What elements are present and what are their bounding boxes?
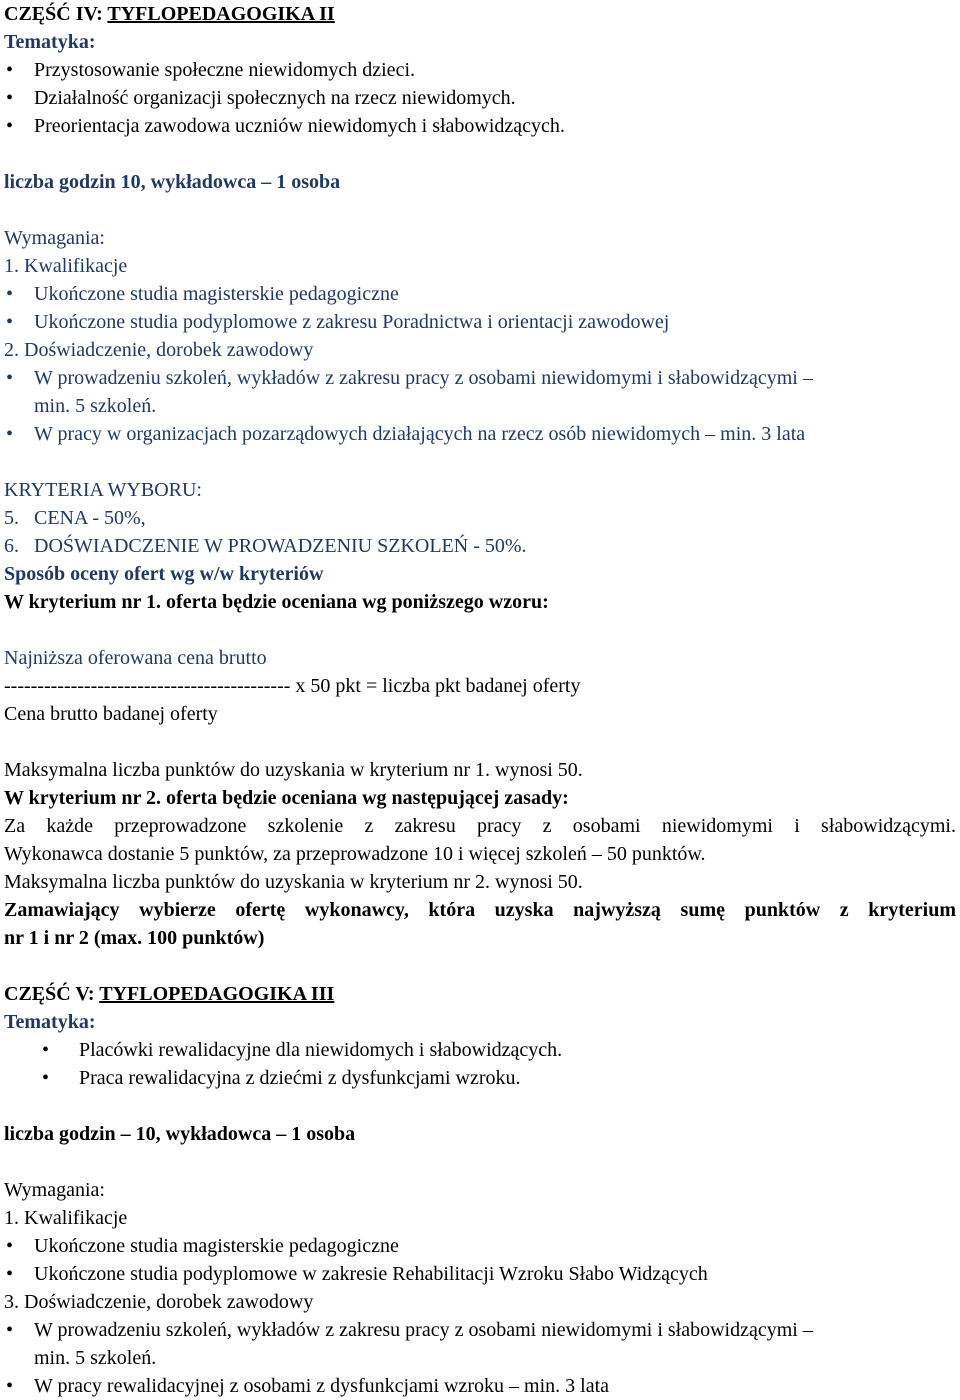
part4-qualification-item: • Ukończone studia magisterskie pedagogiczne — [4, 280, 956, 308]
criterion1-heading: W kryterium nr 1. oferta będzie oceniana wg poniższego wzoru: — [4, 591, 549, 613]
criterion1-max-points: Maksymalna liczba punktów do uzyskania w kryterium nr 1. wynosi 50. — [4, 759, 583, 781]
part5-topic-item: • Praca rewalidacyjna z dziećmi z dysfunkcjami wzroku. — [4, 1064, 956, 1092]
part4-experience-item: • W pracy w organizacjach pozarządowych działających na rzecz osób niewidomych – min. 3 lata — [4, 420, 956, 448]
part5-experience-heading: 3. Doświadczenie, dorobek zawodowy — [4, 1291, 314, 1313]
part5-qualification-item: • Ukończone studia magisterskie pedagogiczne — [4, 1232, 956, 1260]
part4-qualifications-heading: 1. Kwalifikacje — [4, 255, 128, 277]
part4-heading-title: TYFLOPEDAGOGIKA II — [107, 3, 335, 25]
part4-hours: liczba godzin 10, wykładowca – 1 osoba — [4, 171, 341, 193]
part4-topics-label: Tematyka: — [4, 31, 96, 53]
formula-denominator: Cena brutto badanej oferty — [4, 703, 218, 725]
part5-heading-prefix: CZĘŚĆ V: — [4, 983, 100, 1005]
part5-requirements-label: Wymagania: — [4, 1179, 105, 1201]
part4-experience-heading: 2. Doświadczenie, dorobek zawodowy — [4, 339, 314, 361]
part5-experience-item-cont: min. 5 szkoleń. — [34, 1347, 157, 1369]
summary-line1: Zamawiający wybierze ofertę wykonawcy, która uzyska najwyższą sumę punktów z kryterium — [4, 899, 956, 921]
criterion2-max-points: Maksymalna liczba punktów do uzyskania w kryterium nr 2. wynosi 50. — [4, 871, 583, 893]
part4-experience-item-cont: min. 5 szkoleń. — [34, 395, 157, 417]
formula-numerator: Najniższa oferowana cena brutto — [4, 647, 267, 669]
part5-heading — [4, 980, 956, 1008]
criterion2-rule-line1: Za każde przeprowadzone szkolenie z zakresu pracy z osobami niewidomymi i słabowidzącymi. — [4, 815, 956, 837]
formula-fraction-line: ------------------------------------------- x 50 pkt = liczba pkt badanej oferty — [4, 675, 581, 697]
part5-qualification-item: • Ukończone studia podyplomowe w zakresie Rehabilitacji Wzroku Słabo Widzących — [4, 1260, 956, 1288]
part4-requirements-label: Wymagania: — [4, 227, 105, 249]
part5-experience-item: • W pracy rewalidacyjnej z osobami z dysfunkcjami wzroku – min. 3 lata — [4, 1372, 956, 1400]
summary-line2: nr 1 i nr 2 (max. 100 punktów) — [4, 927, 265, 949]
evaluation-method-heading: Sposób oceny ofert wg w/w kryteriów — [4, 563, 324, 585]
part5-heading-title: TYFLOPEDAGOGIKA III — [99, 983, 335, 1005]
part5-topics-label: Tematyka: — [4, 1011, 96, 1033]
criteria-heading: KRYTERIA WYBORU: — [4, 479, 202, 501]
part4-topic-item: • Działalność organizacji społecznych na rzecz niewidomych. — [4, 84, 956, 112]
part4-heading — [4, 0, 956, 28]
part4-experience-item: • W prowadzeniu szkoleń, wykładów z zakresu pracy z osobami niewidomymi i słabowidzącymi – — [4, 364, 956, 392]
part5-experience-item: • W prowadzeniu szkoleń, wykładów z zakresu pracy z osobami niewidomymi i słabowidzącymi – — [4, 1316, 956, 1344]
criterion2-rule-line2: Wykonawca dostanie 5 punktów, za przeprowadzone 10 i więcej szkoleń – 50 punktów. — [4, 843, 706, 865]
part4-topic-item: • Preorientacja zawodowa uczniów niewidomych i słabowidzących. — [4, 112, 956, 140]
criterion2-heading: W kryterium nr 2. oferta będzie oceniana wg następującej zasady: — [4, 787, 569, 809]
part4-topic-item: • Przystosowanie społeczne niewidomych dzieci. — [4, 56, 956, 84]
part5-hours: liczba godzin – 10, wykładowca – 1 osoba — [4, 1123, 356, 1145]
criteria-item: 5. CENA - 50%, — [4, 507, 146, 529]
part5-topic-item: • Placówki rewalidacyjne dla niewidomych i słabowidzących. — [4, 1036, 956, 1064]
part4-qualification-item: • Ukończone studia podyplomowe z zakresu Poradnictwa i orientacji zawodowej — [4, 308, 956, 336]
part4-heading-prefix: CZĘŚĆ IV: — [4, 3, 108, 25]
criteria-item: 6. DOŚWIADCZENIE W PROWADZENIU SZKOLEŃ - 50%. — [4, 535, 527, 557]
part5-qualifications-heading: 1. Kwalifikacje — [4, 1207, 128, 1229]
